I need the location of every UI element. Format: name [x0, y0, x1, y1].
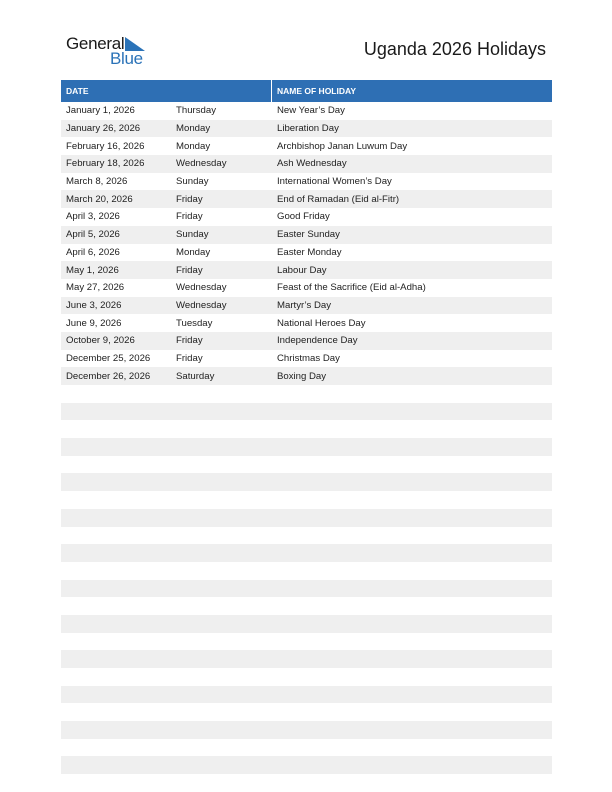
cell-holiday-name: Feast of the Sacrifice (Eid al-Adha) [277, 282, 426, 294]
table-row [61, 120, 552, 138]
column-header-date: DATE [66, 86, 89, 96]
cell-date: December 25, 2026 [66, 352, 151, 364]
cell-holiday-name: Easter Sunday [277, 229, 340, 241]
table-row [61, 208, 552, 226]
table-row [61, 562, 552, 580]
cell-holiday-name: Easter Monday [277, 246, 342, 258]
cell-weekday: Sunday [176, 176, 209, 188]
table-row [61, 721, 552, 739]
cell-holiday-name: Boxing Day [277, 370, 327, 382]
table-row [61, 102, 552, 120]
cell-weekday: Sunday [176, 229, 209, 241]
cell-weekday: Friday [176, 335, 203, 347]
table-body [61, 102, 552, 792]
cell-weekday: Wednesday [176, 299, 227, 311]
table-row [61, 226, 552, 244]
table-row [61, 597, 552, 615]
cell-date: February 18, 2026 [66, 158, 145, 170]
cell-date: May 1, 2026 [66, 264, 119, 276]
cell-date: March 8, 2026 [66, 176, 128, 188]
cell-date: April 6, 2026 [66, 246, 120, 258]
cell-holiday-name: Martyr’s Day [277, 299, 332, 311]
table-row [61, 403, 552, 421]
cell-date: October 9, 2026 [66, 335, 135, 347]
table-row [61, 633, 552, 651]
table-row [61, 703, 552, 721]
cell-weekday: Thursday [176, 105, 216, 117]
table-row [61, 544, 552, 562]
table-row [61, 509, 552, 527]
cell-date: April 3, 2026 [66, 211, 120, 223]
cell-weekday: Tuesday [176, 317, 213, 329]
cell-weekday: Saturday [176, 370, 215, 382]
cell-date: February 16, 2026 [66, 140, 145, 152]
cell-holiday-name: Ash Wednesday [277, 158, 347, 170]
cell-date: April 5, 2026 [66, 229, 120, 241]
cell-weekday: Wednesday [176, 158, 227, 170]
table-row [61, 244, 552, 262]
cell-weekday: Monday [176, 123, 211, 135]
table-row [61, 774, 552, 792]
table-row [61, 756, 552, 774]
cell-date: June 9, 2026 [66, 317, 122, 329]
cell-date: January 26, 2026 [66, 123, 141, 135]
table-row [61, 350, 552, 368]
page-title: Uganda 2026 Holidays [363, 39, 546, 59]
holiday-table [61, 80, 552, 792]
cell-date: December 26, 2026 [66, 370, 151, 382]
cell-weekday: Friday [176, 193, 203, 205]
table-row [61, 385, 552, 403]
table-row [61, 438, 552, 456]
cell-holiday-name: National Heroes Day [277, 317, 366, 329]
cell-holiday-name: Independence Day [277, 335, 358, 347]
table-row [61, 314, 552, 332]
table-row [61, 739, 552, 757]
cell-date: May 27, 2026 [66, 282, 125, 294]
table-row [61, 650, 552, 668]
column-header-name: NAME OF HOLIDAY [277, 86, 357, 96]
table-row [61, 420, 552, 438]
cell-holiday-name: Christmas Day [277, 352, 340, 364]
cell-weekday: Friday [176, 352, 203, 364]
table-row [61, 332, 552, 350]
cell-weekday: Friday [176, 264, 203, 276]
table-row [61, 137, 552, 155]
cell-weekday: Monday [176, 140, 211, 152]
table-row [61, 580, 552, 598]
table-row [61, 686, 552, 704]
table-row [61, 527, 552, 545]
cell-holiday-name: Liberation Day [277, 123, 339, 135]
cell-holiday-name: Archbishop Janan Luwum Day [277, 140, 408, 152]
cell-holiday-name: Good Friday [277, 211, 330, 223]
cell-holiday-name: Labour Day [277, 264, 327, 276]
generalblue-logo [66, 34, 156, 68]
table-row [61, 456, 552, 474]
cell-date: March 20, 2026 [66, 193, 133, 205]
table-row [61, 155, 552, 173]
table-header [61, 80, 552, 102]
table-row [61, 615, 552, 633]
cell-weekday: Monday [176, 246, 211, 258]
table-row [61, 261, 552, 279]
table-row [61, 491, 552, 509]
table-row [61, 297, 552, 315]
table-row [61, 173, 552, 191]
cell-holiday-name: End of Ramadan (Eid al-Fitr) [277, 193, 400, 205]
cell-holiday-name: International Women’s Day [277, 176, 392, 188]
logo-word-blue: Blue [110, 49, 143, 68]
logo-word-general: General [66, 34, 125, 53]
table-row [61, 367, 552, 385]
cell-weekday: Wednesday [176, 282, 227, 294]
cell-date: January 1, 2026 [66, 105, 135, 117]
table-row [61, 473, 552, 491]
cell-holiday-name: New Year’s Day [277, 105, 345, 117]
table-row [61, 190, 552, 208]
cell-weekday: Friday [176, 211, 203, 223]
table-row [61, 279, 552, 297]
table-row [61, 668, 552, 686]
cell-date: June 3, 2026 [66, 299, 122, 311]
